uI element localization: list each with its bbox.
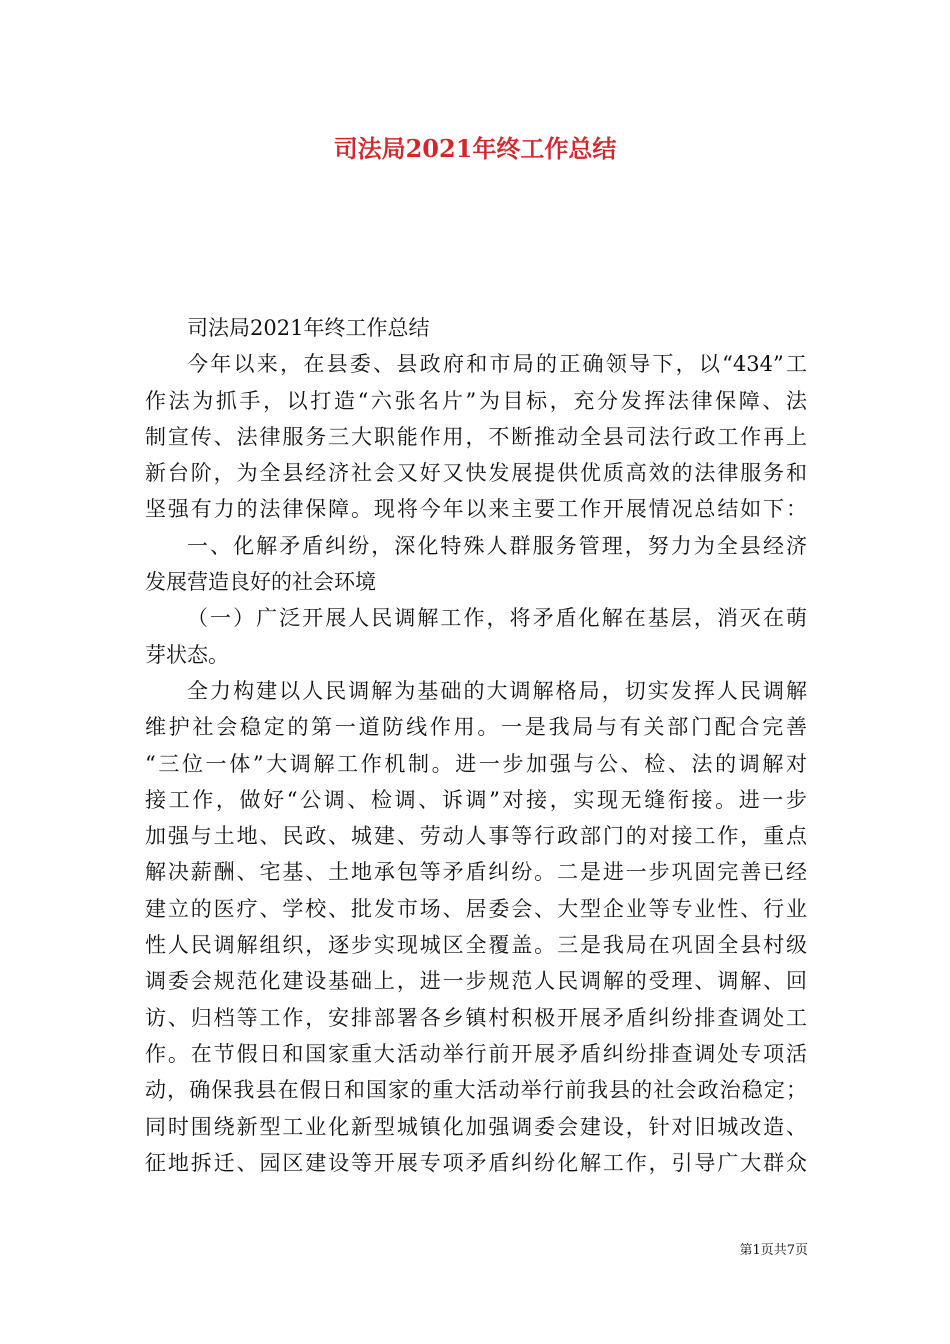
text-line: 坚强有力的法律保障。现将今年以来主要工作开展情况总结如下： [145, 497, 807, 522]
text-line: 调委会规范化建设基础上，进一步规范人民调解的受理、调解、回 [145, 969, 807, 994]
page-number: 第1页共7页 [739, 1243, 808, 1258]
text-line: 访、归档等工作，安排部署各乡镇村积极开展矛盾纠纷排查调处工 [145, 1005, 807, 1030]
text-line: 司法局2021年终工作总结 [187, 316, 430, 340]
text-line: 今年以来，在县委、县政府和市局的正确领导下，以“434”工 [187, 352, 807, 377]
text-line: 性人民调解组织，逐步实现城区全覆盖。三是我局在巩固全县村级 [145, 933, 807, 958]
text-line: 维护社会稳定的第一道防线作用。一是我局与有关部门配合完善 [145, 715, 807, 740]
text-line: 建立的医疗、学校、批发市场、居委会、大型企业等专业性、行业 [145, 896, 807, 921]
text-line: 解决薪酬、宅基、土地承包等矛盾纠纷。二是进一步巩固完善已经 [145, 860, 807, 885]
text-line: 新台阶，为全县经济社会又好又快发展提供优质高效的法律服务和 [145, 461, 807, 486]
text-line: 作。在节假日和国家重大活动举行前开展矛盾纠纷排查调处专项活 [145, 1041, 807, 1066]
text-line: 一、化解矛盾纠纷，深化特殊人群服务管理，努力为全县经济 [187, 533, 807, 558]
text-line: 全力构建以人民调解为基础的大调解格局，切实发挥人民调解 [187, 678, 807, 703]
text-line: 制宣传、法律服务三大职能作用，不断推动全县司法行政工作再上 [145, 424, 807, 449]
text-line: “三位一体”大调解工作机制。进一步加强与公、检、法的调解对 [145, 751, 807, 776]
text-line: 动，确保我县在假日和国家的重大活动举行前我县的社会政治稳定； [145, 1078, 807, 1103]
text-line: 作法为抓手，以打造“六张名片”为目标，充分发挥法律保障、法 [145, 388, 807, 413]
text-line: 接工作，做好“公调、检调、诉调”对接，实现无缝衔接。进一步 [145, 787, 807, 812]
text-line: 发展营造良好的社会环境 [145, 570, 376, 595]
page-title: 司法局2021年终工作总结 [333, 134, 617, 163]
text-line: （一）广泛开展人民调解工作，将矛盾化解在基层，消灭在萌 [187, 606, 807, 631]
text-line: 芽状态。 [145, 642, 229, 667]
text-line: 加强与土地、民政、城建、劳动人事等行政部门的对接工作，重点 [145, 824, 807, 849]
text-line: 征地拆迁、园区建设等开展专项矛盾纠纷化解工作，引导广大群众 [145, 1150, 807, 1175]
document-body [145, 310, 807, 1181]
text-line: 同时围绕新型工业化新型城镇化加强调委会建设，针对旧城改造、 [145, 1114, 807, 1139]
